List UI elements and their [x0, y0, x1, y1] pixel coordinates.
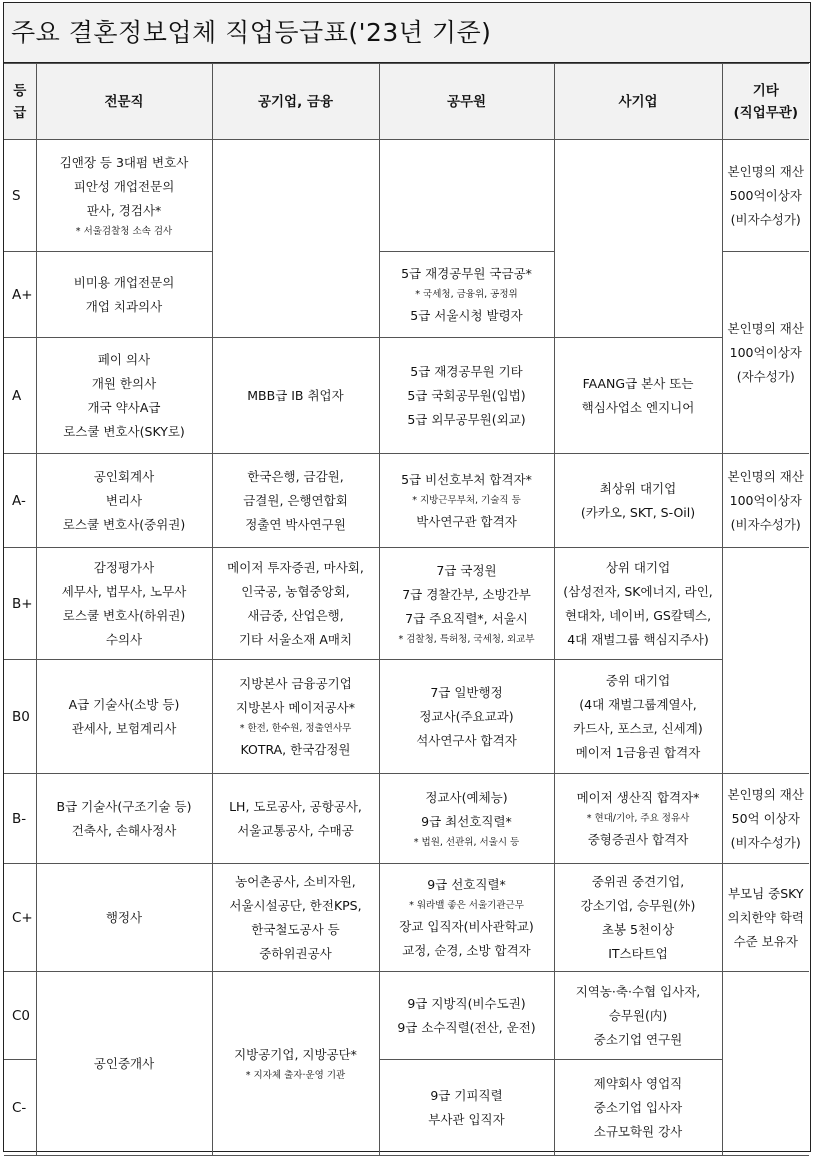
row-grade-bminus	[4, 774, 809, 864]
cell-private-cminus: 제약회사 영업직 중소기업 입사자 소규모학원 강사	[554, 1060, 722, 1156]
grade-label: A	[4, 338, 36, 454]
cell-civil-aminus: 5급 비선호부처 합격자* * 지방근무부처, 기술직 등 박사연구관 합격자	[379, 454, 554, 548]
occupation-grade-table	[4, 63, 809, 1156]
cell-public-cplus: 농어촌공사, 소비자원, 서울시설공단, 한전KPS, 한국철도공사 등 중하위권공사	[212, 864, 379, 972]
cell-professional-s: 김앤장 등 3대펌 변호사 피안성 개업전문의 판사, 경검사* * 서울검찰청 소속 검사	[36, 140, 212, 252]
row-grade-c0	[4, 972, 809, 1060]
header-public-finance: 공기업, 금융	[212, 64, 379, 140]
cell-civil-bminus: 정교사(예체능) 9급 최선호직렬* * 법원, 선관위, 서울시 등	[379, 774, 554, 864]
cell-other-bplus-b0	[722, 548, 809, 774]
cell-private-s-aplus	[554, 140, 722, 338]
cell-professional-b0: A급 기술사(소방 등) 관세사, 보험계리사	[36, 660, 212, 774]
cell-civil-aplus: 5급 재경공무원 국금공* * 국세청, 금융위, 공정위 5급 서울시청 발령자	[379, 252, 554, 338]
cell-other-aplus-a: 본인명의 재산 100억이상자 (자수성가)	[722, 252, 809, 454]
cell-private-a: FAANG급 본사 또는 핵심사업소 엔지니어	[554, 338, 722, 454]
cell-private-b0: 중위 대기업 (4대 재벌그룹계열사, 카드사, 포스코, 신세계) 메이저 1금융권 합격자	[554, 660, 722, 774]
cell-professional-bminus: B급 기술사(구조기술 등) 건축사, 손해사정사	[36, 774, 212, 864]
cell-public-aminus: 한국은행, 금감원, 금결원, 은행연합회 정출연 박사연구원	[212, 454, 379, 548]
row-grade-cplus	[4, 864, 809, 972]
cell-public-bminus: LH, 도로공사, 공항공사, 서울교통공사, 수매공	[212, 774, 379, 864]
cell-public-c: 지방공기업, 지방공단* * 지자체 출자·운영 기관	[212, 972, 379, 1156]
header-row	[4, 64, 809, 140]
document-title: 주요 결혼정보업체 직업등급표('23년 기준)	[4, 3, 810, 63]
cell-civil-cminus: 9급 기피직렬 부사관 입직자	[379, 1060, 554, 1156]
grade-label: B-	[4, 774, 36, 864]
header-civil-servant: 공무원	[379, 64, 554, 140]
row-grade-aminus	[4, 454, 809, 548]
cell-other-cplus: 부모님 중SKY 의치한약 학력 수준 보유자	[722, 864, 809, 972]
cell-professional-c: 공인중개사	[36, 972, 212, 1156]
cell-civil-cplus: 9급 선호직렬* * 워라밸 좋은 서울기관근무 장교 입직자(비사관학교) 교정, 순경, 소방 합격자	[379, 864, 554, 972]
grade-label: B0	[4, 660, 36, 774]
cell-civil-s	[379, 140, 554, 252]
cell-civil-a: 5급 재경공무원 기타 5급 국회공무원(입법) 5급 외무공무원(외교)	[379, 338, 554, 454]
cell-professional-aminus: 공인회계사 변리사 로스쿨 변호사(중위권)	[36, 454, 212, 548]
grade-label: A+	[4, 252, 36, 338]
header-other: 기타 (직업무관)	[722, 64, 809, 140]
cell-civil-bplus: 7급 국정원 7급 경찰간부, 소방간부 7급 주요직렬*, 서울시 * 검찰청, 특허청, 국세청, 외교부	[379, 548, 554, 660]
cell-public-bplus: 메이저 투자증권, 마사회, 인국공, 농협중앙회, 새금중, 산업은행, 기타 서울소재 A매치	[212, 548, 379, 660]
cell-other-c	[722, 972, 809, 1156]
row-grade-a	[4, 338, 809, 454]
grade-label: B+	[4, 548, 36, 660]
header-professional: 전문직	[36, 64, 212, 140]
cell-private-c0: 지역농·축·수협 입사자, 승무원(内) 중소기업 연구원	[554, 972, 722, 1060]
cell-public-b0: 지방본사 금융공기업 지방본사 메이저공사* * 한전, 한수원, 정출연사무 KOTRA, 한국감정원	[212, 660, 379, 774]
cell-professional-cplus: 행정사	[36, 864, 212, 972]
cell-public-a: MBB급 IB 취업자	[212, 338, 379, 454]
cell-private-cplus: 중위권 중견기업, 강소기업, 승무원(外) 초봉 5천이상 IT스타트업	[554, 864, 722, 972]
cell-civil-c0: 9급 지방직(비수도권) 9급 소수직렬(전산, 운전)	[379, 972, 554, 1060]
header-grade: 등 급	[4, 64, 36, 140]
cell-other-s: 본인명의 재산 500억이상자 (비자수성가)	[722, 140, 809, 252]
cell-other-aminus: 본인명의 재산 100억이상자 (비자수성가)	[722, 454, 809, 548]
cell-civil-b0: 7급 일반행정 정교사(주요교과) 석사연구사 합격자	[379, 660, 554, 774]
grade-table-document	[3, 2, 811, 1152]
cell-professional-a: 페이 의사 개원 한의사 개국 약사A급 로스쿨 변호사(SKY로)	[36, 338, 212, 454]
grade-label: C0	[4, 972, 36, 1060]
grade-label: S	[4, 140, 36, 252]
row-grade-s	[4, 140, 809, 252]
cell-private-bplus: 상위 대기업 (삼성전자, SK에너지, 라인, 현대차, 네이버, GS칼텍스, 4대 재벌그룹 핵심지주사)	[554, 548, 722, 660]
row-grade-b0	[4, 660, 809, 774]
cell-other-bminus: 본인명의 재산 50억 이상자 (비자수성가)	[722, 774, 809, 864]
header-private: 사기업	[554, 64, 722, 140]
cell-professional-aplus: 비미용 개업전문의 개업 치과의사	[36, 252, 212, 338]
grade-label: C+	[4, 864, 36, 972]
grade-label: C-	[4, 1060, 36, 1156]
cell-public-s-aplus	[212, 140, 379, 338]
row-grade-bplus	[4, 548, 809, 660]
cell-private-aminus: 최상위 대기업 (카카오, SKT, S-Oil)	[554, 454, 722, 548]
cell-professional-bplus: 감정평가사 세무사, 법무사, 노무사 로스쿨 변호사(하위권) 수의사	[36, 548, 212, 660]
grade-label: A-	[4, 454, 36, 548]
cell-private-bminus: 메이저 생산직 합격자* * 현대/기아, 주요 정유사 중형증권사 합격자	[554, 774, 722, 864]
